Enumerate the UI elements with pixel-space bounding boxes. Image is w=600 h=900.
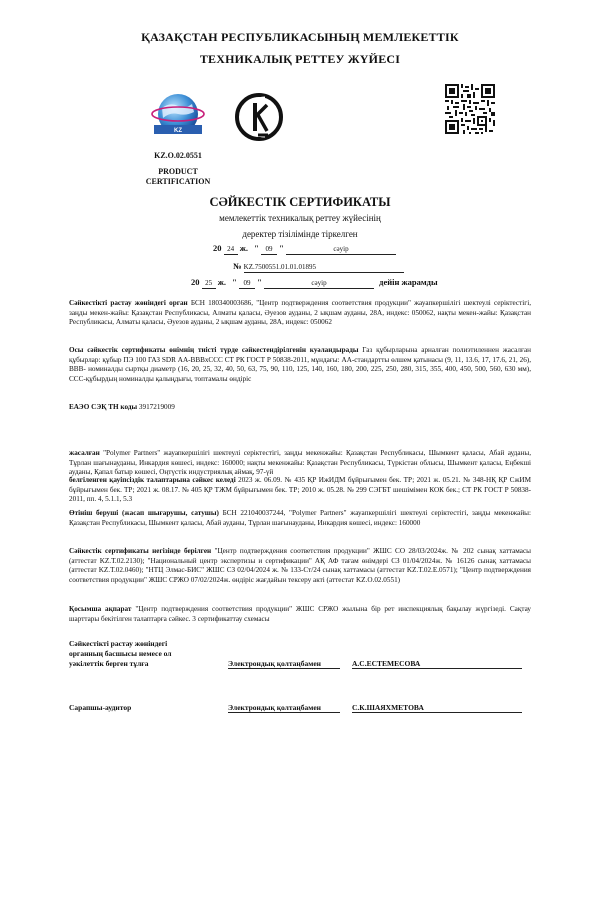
certification-caption: CERTIFICATION [145, 177, 211, 186]
authorized-person-label [69, 639, 209, 669]
kz-conformity-mark-logo [234, 91, 284, 143]
title-subline-2: деректер тізілімінде тіркелген [242, 229, 358, 239]
accreditation-code: KZ.O.02.0551 [154, 151, 202, 160]
reg-year-prefix: 20 [213, 243, 222, 253]
tnved-value: 3917219009 [137, 403, 175, 411]
requirements-label: белгіленген қауіпсіздік талаптарына сәйкес келеді [69, 476, 236, 484]
valid-month: сәуір [264, 279, 374, 289]
manufacturer-text: "Polymer Partners" жауапкершілігі шектеулі серіктестігі, заңды мекенжайы: Қазақстан Республикасы, Шымкент қаласы, Абай ауданы, Тұрлан шағынауданы, Инкардия көшесі, индекс: 160000; нақты мекенжайы: Қазақстан Республикасы, Түркістан облысы, Шымкент қаласы, Еңбекші ауданы, Қапал батыр көшесі, Оңтүстік индустриялық аймақ, 97-үй [69, 449, 531, 476]
authorized-line-2: органның басшысы немесе ол [69, 649, 172, 658]
auditor-label: Сарапшы-аудитор [69, 703, 132, 712]
additional-info-label: Қосымша ақпарат [69, 605, 132, 613]
valid-quote-close: " [257, 277, 262, 287]
certification-globe-logo [148, 92, 208, 140]
product-caption: PRODUCT [158, 167, 198, 176]
valid-quote: " [232, 277, 237, 287]
e-signature-label-2: Электрондық қолтаңбамен [228, 703, 340, 713]
valid-until-label: дейін жарамды [379, 277, 438, 287]
product-section [69, 346, 531, 384]
applicant-section [69, 509, 531, 528]
product-label: Осы сәйкестік сертификаты өнімнің тиісті түрде сәйкестендірілгенін куәландырады [69, 346, 359, 354]
reg-quote: " [254, 243, 259, 253]
basis-label: Сәйкестік сертификаты негізінде берілген [69, 547, 212, 555]
additional-info-section [69, 605, 531, 624]
certification-body-label: Сәйкестікті растау жөніндегі орган [69, 299, 188, 307]
signer-name-1: А.С.ЕСТЕМЕСОВА [352, 659, 522, 669]
svg-text:KZ: KZ [174, 128, 182, 134]
valid-day: 09 [239, 279, 255, 289]
basis-text: "Центр подтверждения соответствия продукции" ЖШС СО 28/03/2024ж. № 202 сынақ хаттамасы (аттестат KZ.T.02.2130); "Национальный центр экспертизы и сертификации" АҚ АФ тағам өнімдері СЗ 01/04/2024ж. № 16126 сынақ хаттамасы (аттестат KZ.T.02.0460); "НТЦ Элмас-БИС" ЖШС СЗ 02/04/2024 ж. № 133-Ст/24 сынақ хаттамасы (аттестат KZ.T.02.E.0571); "Центр подтверждения соответствия продукции" ЖШС СРЖО 07/02/2024ж. өндіріс жағдайын тексеру акті (аттестат KZ.O.02.0551) [69, 547, 531, 584]
requirements-text: 2023 ж. 06.09. № 435 ҚР ИжИДМ бұйрығымен бек. ТР; 2021 ж. 05.21. № 348-НҚ ҚР СжИМ бұйрығымен бек. ТР; 2021 ж. 08.17. № 405 ҚР ТЖМ бұйрығымен бек. ТР; 2010 ж. 05.28. № 299 СЭГБТ шешімімен КОК бек.; СТ РК ГОСТ Р 50838-2011, пп. 4, 5.1.1, 5.3 [69, 476, 531, 503]
registration-date [213, 243, 396, 255]
header-line-2: ТЕХНИКАЛЫҚ РЕТТЕУ ЖҮЙЕСІ [199, 52, 401, 66]
applicant-text: БСН 221040037244, "Polymer Partners" жауапкершілігі шектеулі серіктестігі, заңды мекенжайы: Қазақстан Республикасы, Шымкент қаласы, Абай ауданы, Тұрлан шағынауданы, Инкардия көшесі, индекс: 160000 [69, 509, 531, 527]
tnved-section [69, 403, 531, 413]
basis-section [69, 547, 531, 585]
valid-year-prefix: 20 [191, 277, 200, 287]
product-text: Газ құбырларына арналған полиэтиленнен жасалған құбырлар: құбыр ПЭ 100 ГАЗ SDR АА-ВВВхССС СТ РК ГОСТ Р 50838-2011, мұндағы: АА-стандартты өлшем қатынасы (9, 11, 13.6, 17, 17.6, 21, 26), ВВВ- номиналды сыртқы диаметр (16, 20, 25, 32, 40, 50, 63, 75, 90, 110, 125, 140, 160, 180, 200, 225, 250, 280, 315, 355, 400, 450, 500, 560, 630 мм), ССС-құбырдың номиналды қалыңдығы, топтамалы өндіріс [69, 346, 532, 383]
certificate-number [233, 261, 404, 273]
reg-year-suffix: ж. [239, 243, 249, 253]
number-value: KZ.7500551.01.01.01895 [244, 263, 404, 273]
authorized-line-3: уәкілеттік берген тұлға [69, 659, 149, 668]
header-line-1: ҚАЗАҚСТАН РЕСПУБЛИКАСЫНЫҢ МЕМЛЕКЕТТІК [141, 30, 459, 44]
reg-month: сәуір [286, 245, 396, 255]
valid-until-date [191, 277, 438, 289]
certification-body-text: БСН 180340003686, "Центр подтверждения соответствия продукции" жауапкершілігі шектеулі серіктестігі, заңды мекен-жайы: Қазақстан Республикасы, Алматы қаласы, Әуезов ауданы, 2 ықшам ауданы, 28А, индекс: 050062, нақты мекен-жайы: Қазақстан Республикасы, Алматы қаласы, Әуезов ауданы, 2 ықшам ауданы, 28А, индекс: 050062 [69, 299, 531, 326]
manufacturer-label: жасалған [69, 449, 100, 457]
valid-year-suffix: ж. [217, 277, 227, 287]
reg-year: 24 [224, 245, 238, 255]
authorized-line-1: Сәйкестікті растау жөніндегі [69, 639, 168, 648]
title-subline-1: мемлекеттік техникалық реттеу жүйесінің [219, 213, 381, 223]
tnved-label: ЕАЭО СЭҚ ТН коды [69, 403, 138, 411]
requirements-section [69, 476, 531, 505]
certificate-title: СӘЙКЕСТІК СЕРТИФИКАТЫ [209, 195, 391, 209]
e-signature-label-1: Электрондық қолтаңбамен [228, 659, 340, 669]
reg-quote-close: " [279, 243, 284, 253]
number-sign: № [233, 261, 242, 271]
signer-name-2: С.К.ШАЯХМЕТОВА [352, 703, 522, 713]
manufacturer-section [69, 449, 531, 478]
additional-info-text: "Центр подтверждения соответствия продукции" ЖШС СРЖО жылына бір рет инспекциялық бақылау жүргізеді. Сақтау шарттары бекітілген талаптарға сәйкес. 3 сертификаттау схемасы [69, 605, 531, 623]
reg-day: 09 [261, 245, 277, 255]
certification-body-section [69, 299, 531, 328]
qr-code [445, 84, 495, 134]
applicant-label: Өтініш беруші (жасап шығарушы, сатушы) [69, 509, 219, 517]
valid-year: 25 [202, 279, 216, 289]
